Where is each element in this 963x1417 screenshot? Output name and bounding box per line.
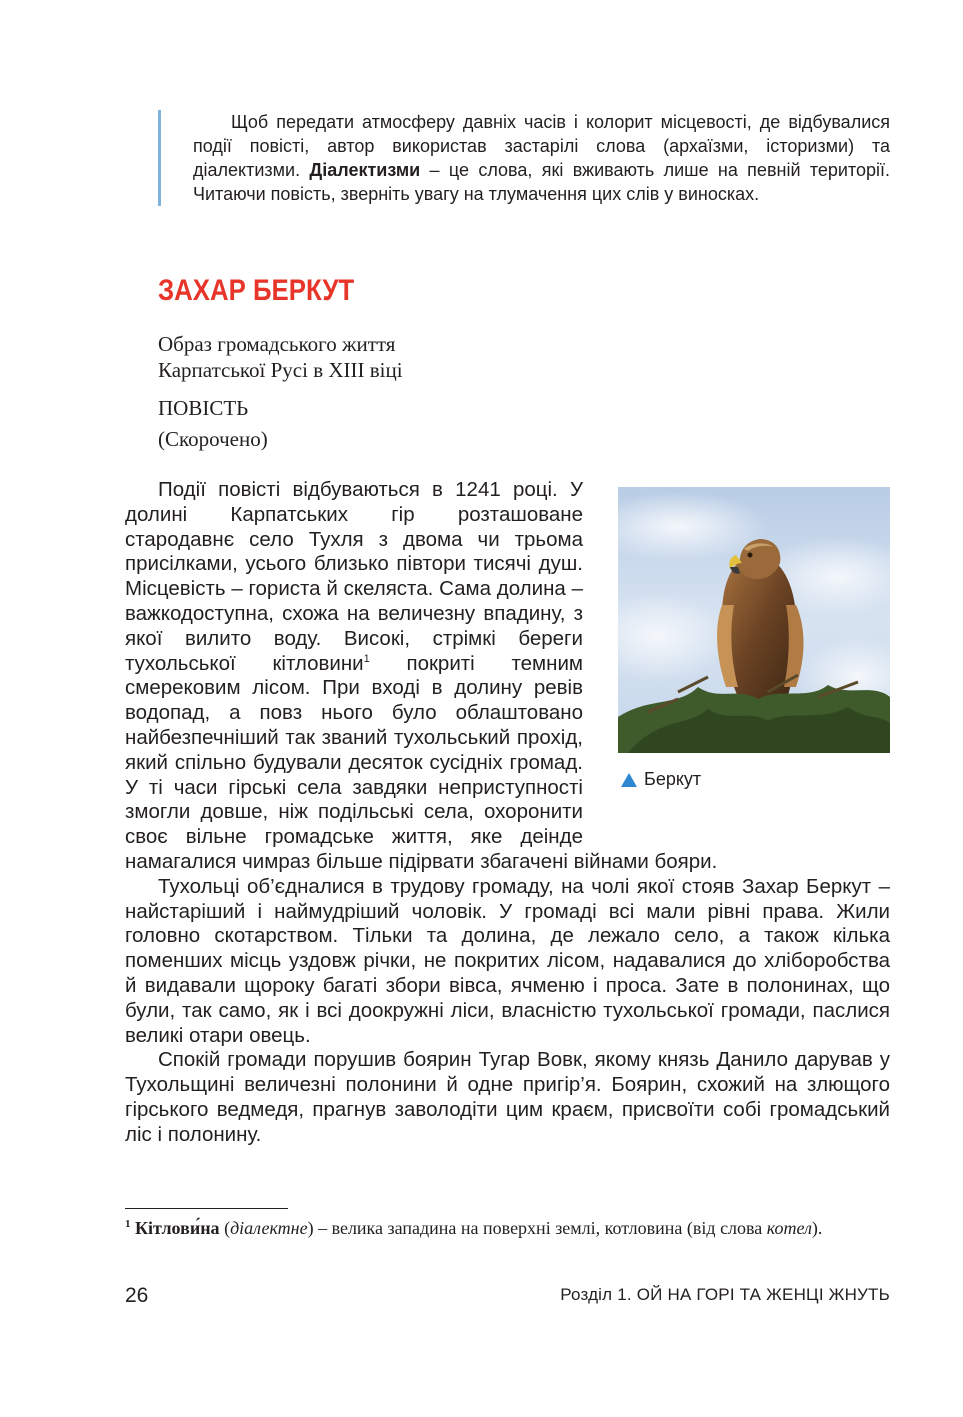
page-number: 26	[125, 1284, 149, 1307]
work-title: ЗАХАР БЕРКУТ	[158, 274, 355, 307]
running-head: Розділ 1. ОЙ НА ГОРІ ТА ЖЕНЦІ ЖНУТЬ	[560, 1285, 890, 1304]
subtitle-line: Карпатської Русі в XIII віці	[158, 358, 403, 382]
intro-text-rest: – це слова, які вживають лише на певній території. Читаючи повість, зверніть увагу на тлумачення цих слів у виносках.	[193, 160, 891, 204]
subtitle-line: Образ громадського життя	[158, 332, 396, 356]
footnote-marker: 1	[125, 1218, 131, 1230]
footnote-term: Кітлови́на	[135, 1218, 220, 1238]
footnote-ref: 1	[363, 652, 370, 665]
intro-paragraph	[193, 110, 890, 206]
footnote-divider	[125, 1208, 288, 1209]
intro-note	[158, 110, 890, 206]
footnote-label: діалектне	[230, 1218, 308, 1238]
genre-label: ПОВІСТЬ	[158, 396, 249, 420]
paragraph: Тухольці об’єдналися в трудову громаду, на чолі якої стояв Захар Беркут – найстаріший і наймудріший чоловік. У громаді всі мали рівні права. Жили головно скотарством. Тільки та долина, де лежало село, а також кілька поменших місць уздовж річки, не покритих лісом, надавалися до хліборобства й видавали щороку багаті збори вівса, ячменю і проса. Зате в полонинах, що були, так само, як і всі доокружні ліси, власністю тухольської громади, паслися великі отари овець.	[125, 874, 890, 1047]
paragraph-text-rest: покриті темним смерековим лісом. При вході в долину ревів водопад, а повз нього було облаштовано найбезпечніший так званий тухольський прохід, який спільно будували десяток сусідніх громад. У ті часи гірські села завдяки неприступності змогли довше, ніж подільські села, охоронити своє вільне громадське життя, яке деінде намагалися чимраз більше підірвати збагачені війнами бояри.	[125, 651, 718, 873]
footnote-source-word: котел	[766, 1218, 812, 1238]
abridged-note: (Скорочено)	[158, 427, 268, 451]
story-summary	[125, 478, 890, 1148]
paragraph: Спокій громади порушив боярин Тугар Вовк, якому князь Данило дарував у Тухольщині величезні полонини й одне пригір’я. Боярин, схожий на злющого гірського ведмедя, прагнув заволодіти цим краєм, присвоїти собі громадський ліс і полонину.	[125, 1048, 890, 1146]
intro-text: Щоб передати атмосферу давніх часів і колорит місцевості, де відбувалися події повісті, автор використав застарілі слова (архаїзми, історизми) та діалектизми.	[193, 112, 890, 180]
intro-term: Діалектизми	[309, 160, 421, 180]
footnote-end: ).	[811, 1218, 823, 1238]
figure-space	[583, 478, 890, 826]
work-subtitle	[158, 331, 658, 383]
footnote-text: – велика западина на поверхні землі, котловина (від слова	[313, 1218, 767, 1238]
paragraph-text: Події повісті відбуваються в 1241 році. У долині Карпатських гір розташоване стародавнє село Тухля з двома чи трьома присілками, усього близько півтори тисячі душ. Місцевість – гориста й скеляста. Сама долина – важкодоступна, схожа на величезну впадину, з якої вилито воду. Високі, стрімкі береги тухольської кітловини	[125, 478, 583, 675]
caption-text: Беркут	[644, 769, 702, 789]
footnote: $^1$ Кітлови́на (діалектне) – велика западина на поверхні землі, котловина (від слова котел).	[125, 1218, 823, 1238]
